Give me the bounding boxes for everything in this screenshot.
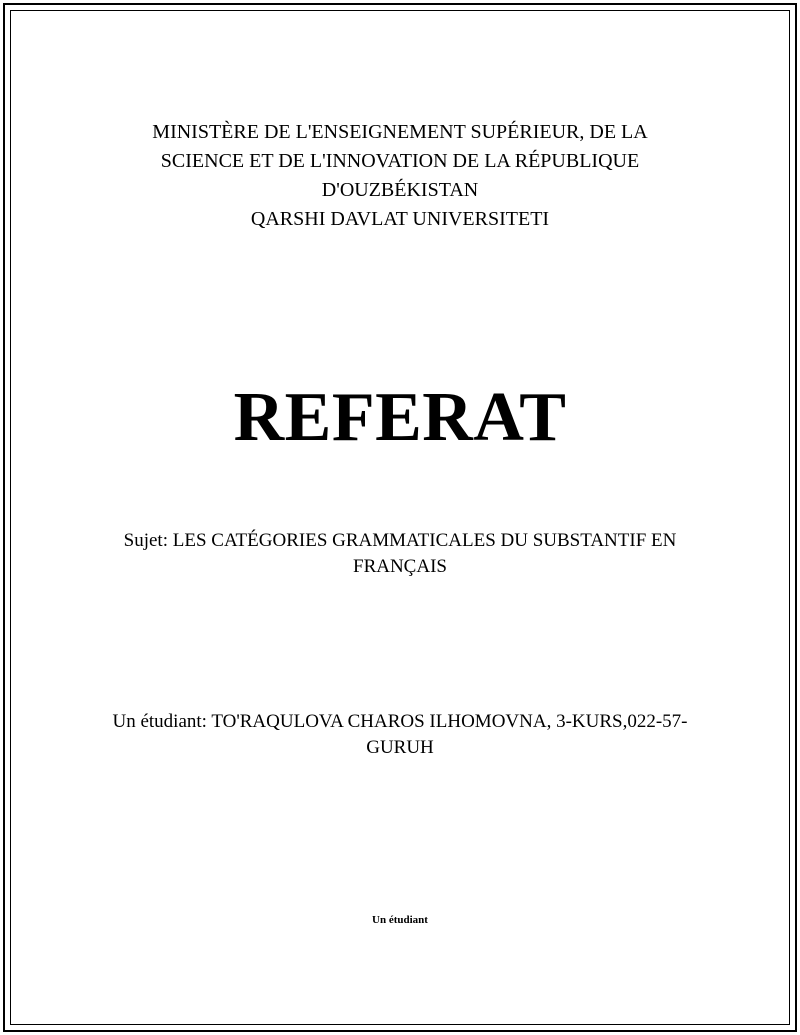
header-line-1: MINISTÈRE DE L'ENSEIGNEMENT SUPÉRIEUR, DE LA	[152, 121, 648, 143]
header-line-3: D'OUZBÉKISTAN	[321, 179, 479, 201]
subject-block	[0, 528, 800, 580]
student-line-1: Un étudiant: TO'RAQULOVA CHAROS ILHOMOVNA, 3-KURS,022-57-	[112, 711, 688, 732]
footer-label: Un étudiant	[372, 914, 428, 926]
header-line-2: SCIENCE ET DE L'INNOVATION DE LA RÉPUBLIQUE	[160, 150, 640, 172]
document-title: REFERAT	[233, 379, 567, 456]
student-line-2: GURUH	[366, 737, 434, 758]
student-block	[0, 709, 800, 761]
university-name: QARSHI DAVLAT UNIVERSITETI	[250, 208, 550, 230]
subject-line-1: Sujet: LES CATÉGORIES GRAMMATICALES DU SUBSTANTIF EN	[123, 530, 677, 551]
subject-line-2: FRANÇAIS	[353, 556, 447, 577]
institution-header	[0, 118, 800, 234]
